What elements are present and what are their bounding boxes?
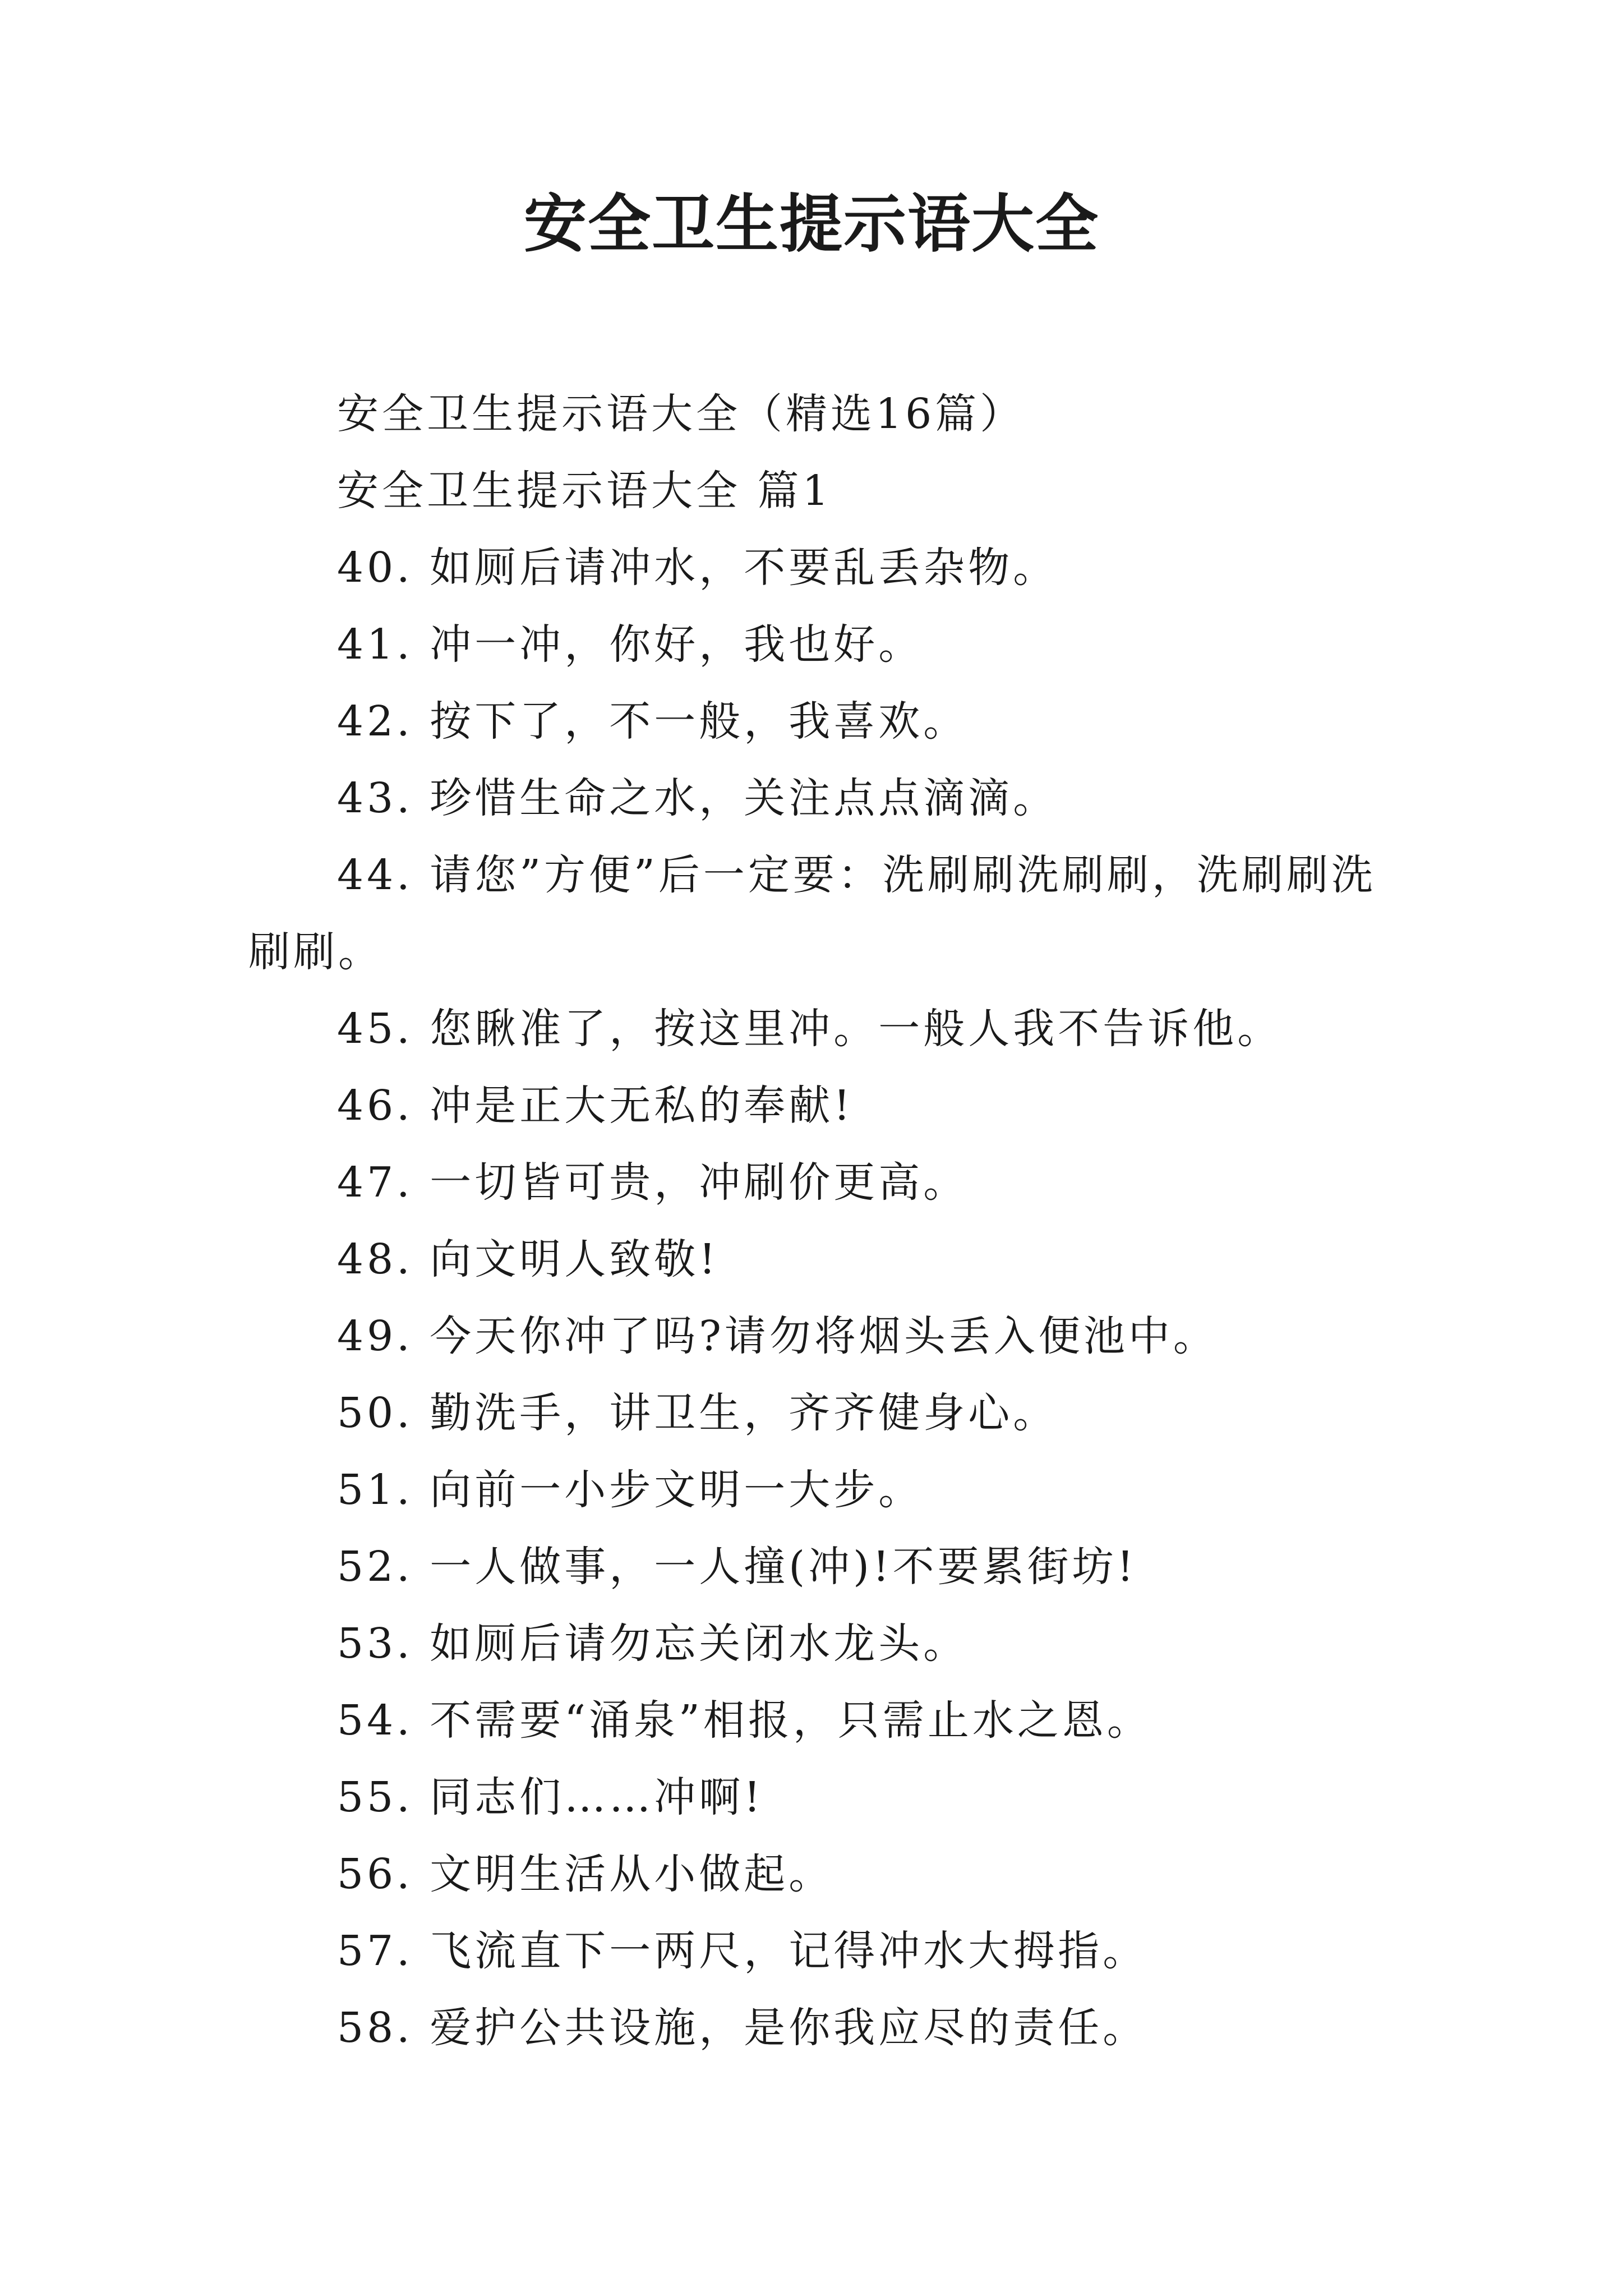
- list-item: 54. 不需要“涌泉”相报，只需止水之恩。: [337, 1696, 1152, 1745]
- document-body: [248, 376, 1387, 2067]
- list-item: 50. 勤洗手，讲卫生，齐齐健身心。: [337, 1389, 1058, 1437]
- list-item: 57. 飞流直下一两尺，记得冲水大拇指。: [337, 1927, 1148, 1975]
- list-item: 41. 冲一冲，你好，我也好。: [337, 620, 924, 669]
- list-item: 49. 今天你冲了吗?请勿将烟头丢入便池中。: [337, 1312, 1218, 1360]
- list-item: 48. 向文明人致敬!: [337, 1235, 719, 1283]
- list-item: 52. 一人做事，一人撞(冲)!不要累街坊!: [337, 1543, 1137, 1591]
- list-item: 40. 如厕后请冲水，不要乱丢杂物。: [337, 544, 1058, 592]
- list-item: 43. 珍惜生命之水，关注点点滴滴。: [337, 774, 1058, 822]
- list-item: 55. 同志们……冲啊!: [337, 1773, 764, 1821]
- list-item: 56. 文明生活从小做起。: [337, 1850, 834, 1898]
- list-item: 47. 一切皆可贵，冲刷价更高。: [337, 1158, 969, 1207]
- list-item: 46. 冲是正大无私的奉献!: [337, 1082, 854, 1130]
- list-item: 53. 如厕后请勿忘关闭水龙头。: [337, 1619, 969, 1668]
- list-item: 58. 爱护公共设施，是你我应尽的责任。: [337, 2004, 1148, 2052]
- list-item: 51. 向前一小步文明一大步。: [337, 1466, 924, 1514]
- list-item: 45. 您瞅准了，按这里冲。一般人我不告诉他。: [337, 1005, 1283, 1053]
- paragraph: 安全卫生提示语大全（精选16篇）: [337, 390, 1025, 438]
- list-item: 42. 按下了，不一般，我喜欢。: [337, 697, 969, 746]
- list-item: 44. 请您”方便”后一定要：洗刷刷洗刷刷，洗刷刷洗刷刷。: [248, 851, 1376, 976]
- document-title: 安全卫生提示语大全: [524, 187, 1099, 261]
- paragraph: 安全卫生提示语大全 篇1: [337, 467, 832, 515]
